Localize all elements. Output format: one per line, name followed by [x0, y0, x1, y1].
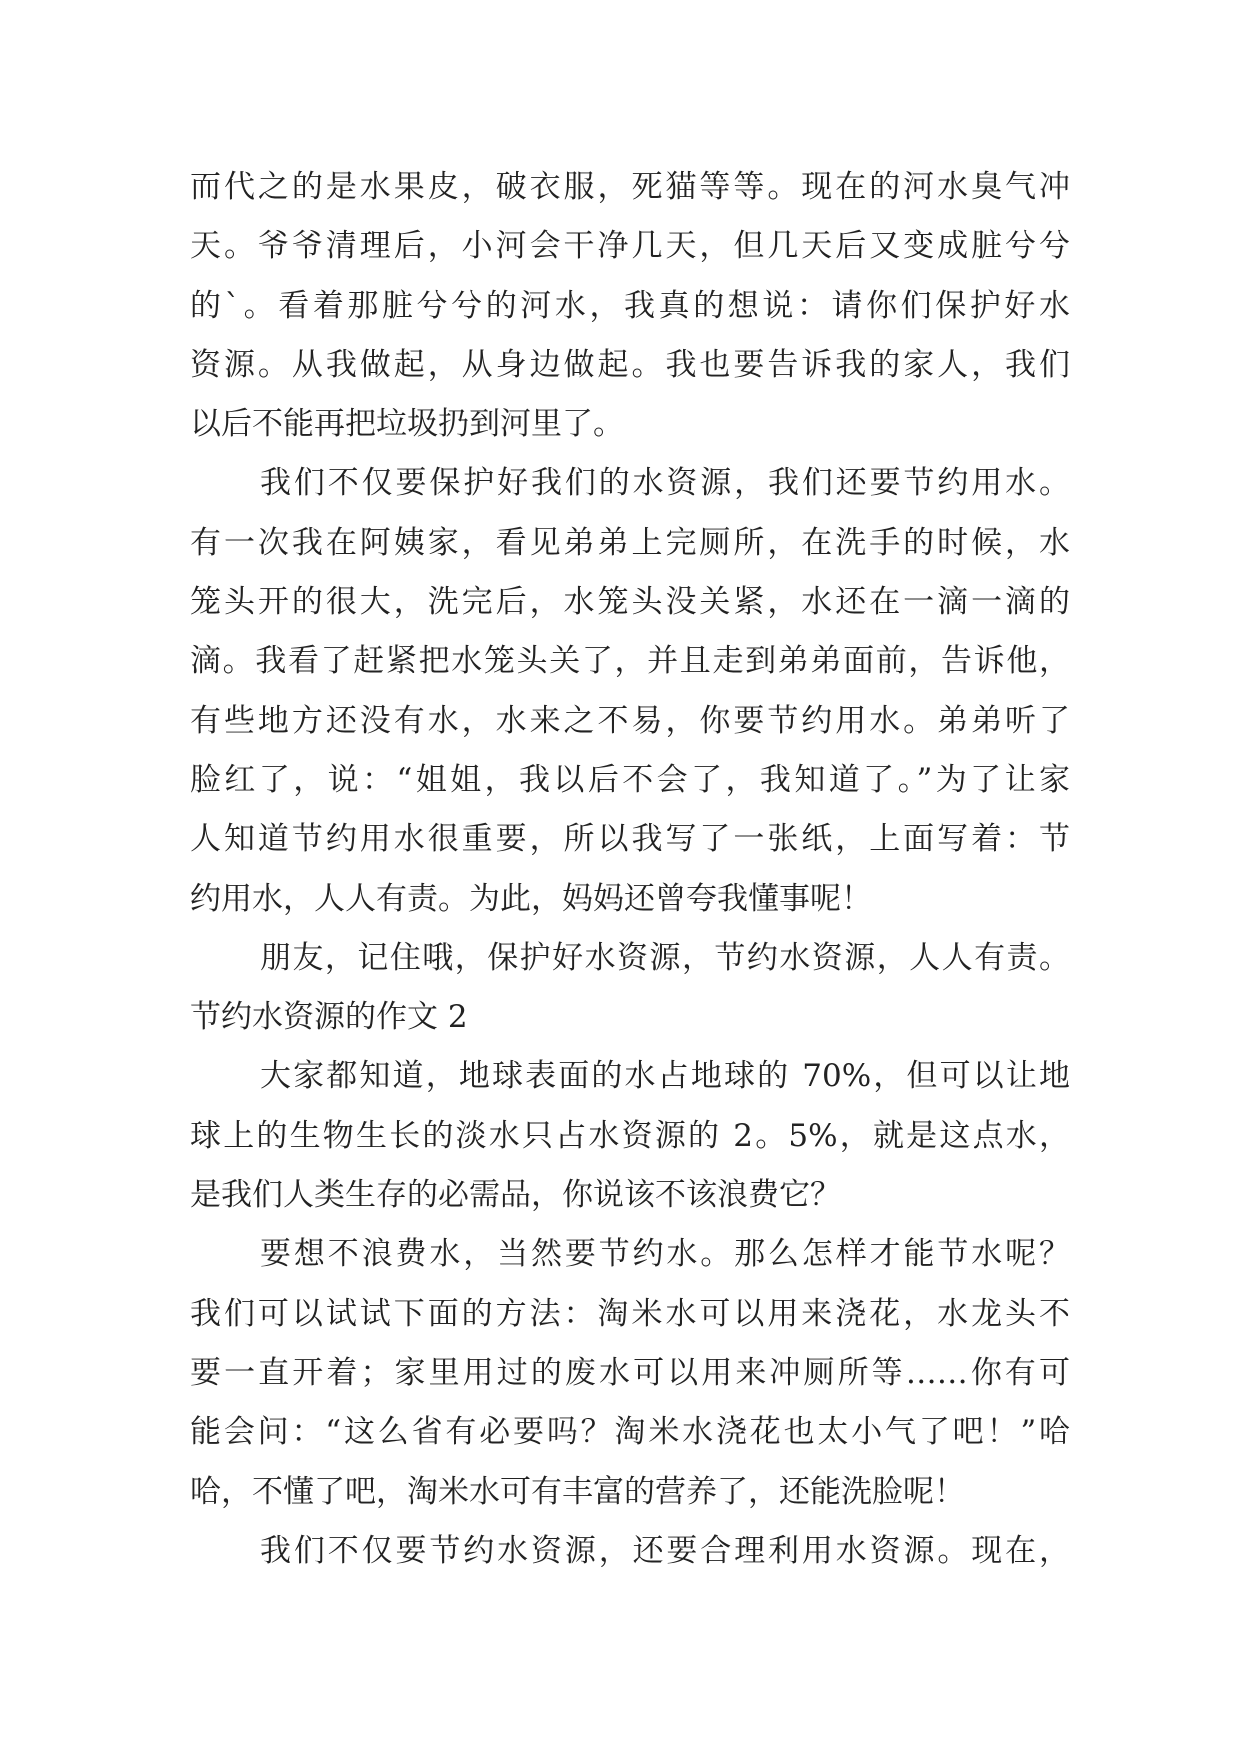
- text-line: 约用水，人人有责。为此，妈妈还曾夸我懂事呢！: [190, 880, 872, 917]
- text-line: 我们可以试试下面的方法：淘米水可以用来浇花，水龙头不: [190, 1295, 1070, 1332]
- text-line: 滴。我看了赶紧把水笼头关了，并且走到弟弟面前，告诉他，: [190, 643, 1070, 680]
- text-line: 大家都知道，地球表面的水占地球的 70%，但可以让地: [260, 1058, 1070, 1095]
- text-line: 而代之的是水果皮，破衣服，死猫等等。现在的河水臭气冲: [190, 169, 1070, 205]
- text-line: 要一直开着；家里用过的废水可以用来冲厕所等……你有可: [190, 1354, 1070, 1391]
- text-line: 脸红了，说：“姐姐，我以后不会了，我知道了。”为了让家: [190, 761, 1070, 798]
- text-line: 的`。看着那脏兮兮的河水，我真的想说：请你们保护好水: [190, 287, 1070, 324]
- text-line: 天。爷爷清理后，小河会干净几天，但几天后又变成脏兮兮: [190, 228, 1070, 265]
- text-line: 人知道节约用水很重要，所以我写了一张纸，上面写着：节: [190, 821, 1070, 858]
- text-line: 资源。从我做起，从身边做起。我也要告诉我的家人，我们: [190, 346, 1070, 383]
- text-line: 节约水资源的作文 2: [190, 999, 468, 1036]
- document-body: [190, 158, 1070, 1581]
- text-line: 有一次我在阿姨家，看见弟弟上完厕所，在洗手的时候，水: [190, 524, 1070, 561]
- text-line: 朋友，记住哦，保护好水资源，节约水资源，人人有责。: [260, 939, 1070, 976]
- text-line: 要想不浪费水，当然要节约水。那么怎样才能节水呢？: [260, 1236, 1070, 1273]
- text-line: 能会问：“这么省有必要吗？淘米水浇花也太小气了吧！”哈: [190, 1414, 1070, 1451]
- text-line: 是我们人类生存的必需品，你说该不该浪费它？: [190, 1177, 841, 1214]
- text-line: 哈，不懂了吧，淘米水可有丰富的营养了，还能洗脸呢！: [190, 1473, 965, 1510]
- text-line: 以后不能再把垃圾扔到河里了。: [190, 406, 624, 443]
- text-line: 我们不仅要保护好我们的水资源，我们还要节约用水。: [260, 465, 1070, 502]
- text-line: 有些地方还没有水，水来之不易，你要节约用水。弟弟听了: [190, 702, 1070, 739]
- text-line: 笼头开的很大，洗完后，水笼头没关紧，水还在一滴一滴的: [190, 584, 1070, 621]
- text-line: 我们不仅要节约水资源，还要合理利用水资源。现在，: [260, 1532, 1070, 1569]
- text-line: 球上的生物生长的淡水只占水资源的 2。5%，就是这点水，: [190, 1117, 1070, 1154]
